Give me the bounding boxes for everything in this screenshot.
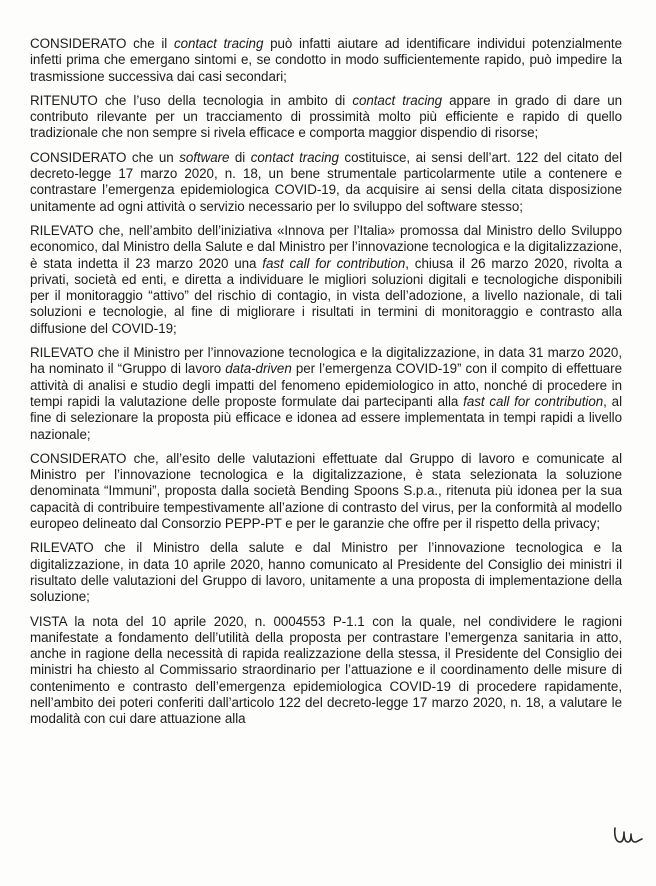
italic-term: data-driven — [225, 361, 292, 377]
paragraph-rilevato-2 — [30, 345, 622, 443]
italic-term: fast call for contribution — [463, 393, 604, 409]
paragraph-vista — [30, 614, 622, 728]
paragraph-text: CONSIDERATO che un — [30, 149, 180, 165]
paragraph-text: RITENUTO che l’uso della tecnologia in ambito di — [30, 92, 353, 108]
paragraph-text: CONSIDERATO che, all’esito delle valutazioni effettuate dal Gruppo di lavoro e comunicate al Ministro per l’innovazione tecnologica e la digitalizzazione, è stata selezionata la soluzione denominata “Immuni”, proposta dalla società Bending Spoons S.p.a., ritenuta più idonea per la sua capacità di contribuire tempestivamente all’azione di contrasto del virus, per la conformità al modello europeo delineato dal Consorzio PEPP-PT e per le garanzie che offre per il rispetto della privacy; — [30, 450, 622, 532]
paragraph-text: costituisce, ai sensi dell’art. 122 del citato del decreto-legge 17 marzo 2020, n. 18, un bene strumentale particolarmente utile a contenere e contrastare l’emergenza epidemiologica COVID-19, da acquisire ai sensi della citata disposizione unitamente ad ogni attività o servizio necessario per lo sviluppo del software stesso; — [30, 149, 622, 214]
paragraph-text: VISTA la nota del 10 aprile 2020, n. 0004553 P-1.1 con la quale, nel condividere le ragioni manifestate a fondamento dell’utilità della proposta per contrastare l’emergenza sanitaria in atto, anche in ragione della necessità di rapida realizzazione della stessa, il Presidente del Consiglio dei ministri ha chiesto al Commissario straordinario per l’attuazione e il coordinamento delle misure di contenimento e contrasto dell’emergenza epidemiologica COVID-19 di procedere rapidamente, nell’ambito dei poteri conferiti dall’articolo 122 del decreto-legge 17 marzo 2020, n. 18, a valutare le modalità con cui dare attuazione alla — [30, 613, 622, 727]
paragraph-text: RILEVATO che il Ministro della salute e dal Ministro per l’innovazione tecnologica e la digitalizzazione, in data 10 aprile 2020, hanno comunicato al Presidente del Consiglio dei ministri il risultato delle valutazioni del Gruppo di lavoro, unitamente a una proposta di implementazione della soluzione; — [30, 540, 622, 605]
paragraph-considerato-1 — [30, 36, 622, 85]
paragraph-text: , al fine di selezionare la proposta più efficace e idonea ad essere implementata in tempi rapidi a livello nazionale; — [30, 393, 622, 442]
italic-term: fast call for contribution — [262, 255, 406, 271]
italic-term: contact tracing — [352, 92, 443, 108]
paragraph-text: appare in grado di dare un contributo rilevante per un tracciamento di prossimità molto più efficiente e rapido di quello tradizionale che non sempre si rivela efficace e comporta maggior dispendio di risorse; — [30, 92, 622, 141]
paragraph-ritenuto — [30, 93, 622, 142]
paragraph-considerato-3 — [30, 451, 622, 532]
paragraph-text: , chiusa il 26 marzo 2020, rivolta a privati, società ed enti, e diretta a individuare le migliori soluzioni digitali e tecnologiche disponibili per il monitoraggio “attivo” del rischio di contagio, in vista dell’adozione, a livello nazionale, di tali soluzioni e tecnologie, al fine di migliorare i risultati in termini di monitoraggio e contrasto alla diffusione del COVID-19; — [30, 255, 622, 336]
paragraph-text: RILEVATO che il Ministro per l’innovazione tecnologica e la digitalizzazione, in data 31 marzo 2020, ha nominato il “Gruppo di lavoro — [30, 345, 622, 377]
paragraph-text: per l’emergenza COVID-19” con il compito di effettuare attività di analisi e studio degli impatti del fenomeno epidemiologico in atto, nonché di procedere in tempi rapidi la valutazione delle proposte formulate dai partecipanti alla — [30, 361, 622, 409]
paragraph-considerato-2 — [30, 150, 622, 215]
handwritten-initials-icon — [612, 820, 646, 850]
paragraph-rilevato-3 — [30, 540, 622, 605]
paragraph-text: CONSIDERATO che il — [30, 36, 174, 51]
paragraph-text: di — [229, 149, 251, 165]
italic-term: contact tracing — [173, 36, 264, 51]
paragraph-text: RILEVATO che, nell’ambito dell’iniziativa «Innova per l’Italia» promossa dal Ministro dello Sviluppo economico, dal Ministro della Salute e dal Ministro per l’innovazione tecnologica e la digitalizzazione, è stata indetta il 23 marzo 2020 una — [30, 222, 622, 271]
paragraph-rilevato-1 — [30, 223, 622, 337]
italic-term: contact tracing — [250, 149, 339, 165]
paragraph-text: può infatti aiutare ad identificare individui potenzialmente infetti prima che emergano sintomi e, se condotto in modo sufficientemente rapido, può impedire la trasmissione successiva dai casi secondari; — [30, 36, 622, 84]
document-body — [30, 36, 622, 736]
italic-term: software — [179, 149, 230, 165]
